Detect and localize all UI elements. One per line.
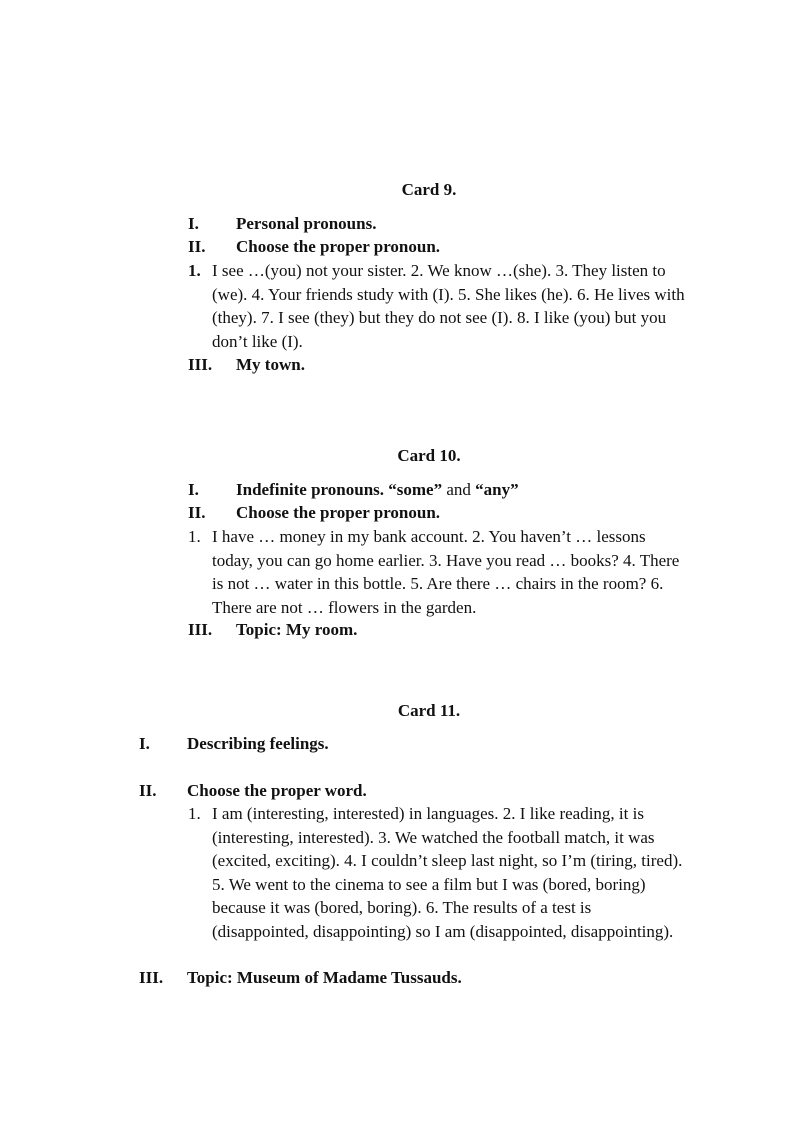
exercise-number: 1. [188,804,201,823]
card-10-title: Card 10. [397,446,461,465]
exercise-line: (interesting, interested). 3. We watched the football match, it was [212,827,655,847]
item-text: Topic: Museum of Madame Tussauds. [187,968,462,987]
exercise-line: (we). 4. Your friends study with (I). 5. She likes (he). 6. He lives with [212,284,685,304]
card-9-title: Card 9. [401,180,457,199]
item-numeral: I. [188,480,199,499]
item-text: Choose the proper pronoun. [236,237,441,256]
exercise-line: (they). 7. I see (they) but they do not see (I). 8. I like (you) but you [212,308,667,327]
exercise-number: 1. [188,261,201,280]
item-numeral: II. [139,781,157,800]
exercise-line: I have … money in my bank account. 2. You haven’t … lessons [212,527,646,546]
item-numeral: III. [188,620,213,639]
exercise-text [212,259,752,353]
exercise-line: 5. We went to the cinema to see a film but I was (bored, boring) [212,874,646,894]
item-text: Personal pronouns. [236,214,377,233]
item-numeral: II. [188,503,206,522]
exercise-line: (excited, exciting). 4. I couldn’t sleep last night, so I’m (tiring, tired). [212,851,683,870]
item-text: My town. [236,355,305,374]
item-text: Choose the proper word. [187,781,367,800]
item-text [236,478,519,502]
item-text: Choose the proper pronoun. [236,503,441,522]
exercise-line: (disappointed, disappointing) so I am (disappointed, disappointing). [212,921,674,941]
exercise-line: There are not … flowers in the garden. [212,597,477,617]
exercise-line: don’t like (I). [212,331,303,351]
item-text-bold: Indefinite pronouns. “some” [236,480,443,499]
item-numeral: III. [139,968,164,987]
item-numeral: III. [188,355,213,374]
card-11-title: Card 11. [397,701,461,720]
item-numeral: I. [139,734,150,753]
exercise-text [212,802,752,943]
item-numeral: II. [188,237,206,256]
item-text: Topic: My room. [236,620,358,639]
exercise-line: is not … water in this bottle. 5. Are there … chairs in the room? 6. [212,574,664,593]
exercise-line: because it was (bored, boring). 6. The results of a test is [212,898,592,917]
item-text: Describing feelings. [187,734,329,753]
exercise-number: 1. [188,527,201,546]
exercise-line: I see …(you) not your sister. 2. We know …(she). 3. They listen to [212,261,666,280]
item-numeral: I. [188,214,199,233]
item-text-bold-2: “any” [475,480,519,499]
exercise-line: today, you can go home earlier. 3. Have you read … books? 4. There [212,550,680,570]
item-text-connector: and [442,480,476,499]
exercise-line: I am (interesting, interested) in languages. 2. I like reading, it is [212,804,644,823]
exercise-text [212,525,752,619]
